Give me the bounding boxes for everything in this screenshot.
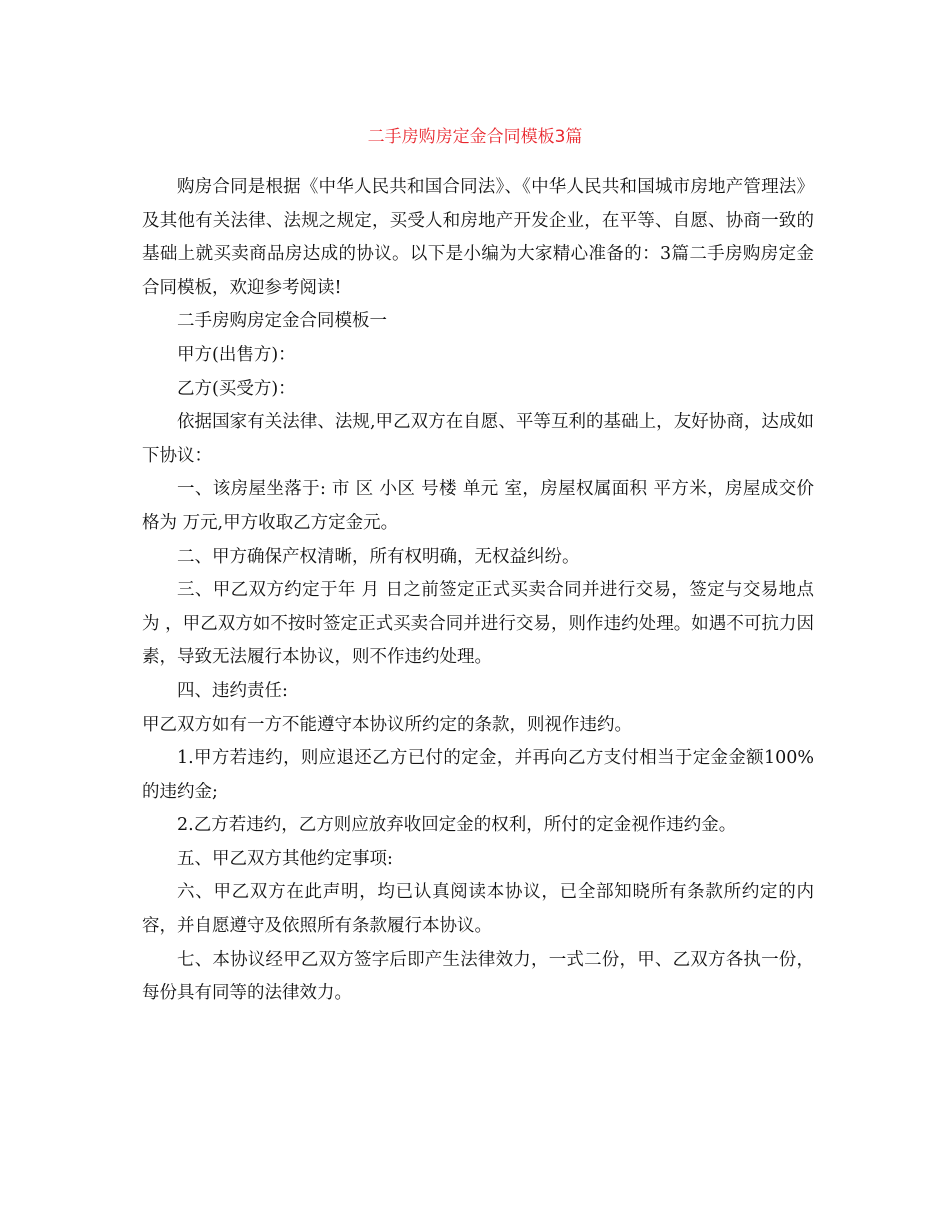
party-a-line: 甲方(出售方)： — [177, 344, 296, 365]
document-title: 二手房购房定金合同模板3篇 — [367, 127, 583, 147]
clause-4-text: 甲乙双方如有一方不能遵守本协议所约定的条款，则视作违约。 — [142, 714, 632, 735]
clause-4-item-1: 1.甲方若违约，则应退还乙方已付的定金，并再向乙方支付相当于定金金额100%的违约金; — [142, 748, 814, 802]
clause-1: 一、该房屋坐落于: 市 区 小区 号楼 单元 室，房屋权属面积 平方米，房屋成交价格为 万元,甲方收取乙方定金元。 — [142, 479, 814, 533]
document-body — [142, 171, 814, 1011]
clause-2: 二、甲方确保产权清晰，所有权明确，无权益纠纷。 — [177, 546, 580, 567]
clause-5: 五、甲乙双方其他约定事项: — [177, 848, 393, 869]
clause-3: 三、甲乙双方约定于年 月 日之前签定正式买卖合同并进行交易，签定与交易地点为 ，甲乙双方如不按时签定正式买卖合同并进行交易，则作违约处理。如遇不可抗力因素，导致无法履行本协议，则不作违约处理。 — [142, 580, 814, 668]
clause-4-heading: 四、违约责任: — [177, 680, 288, 701]
party-b-line: 乙方(买受方)： — [177, 378, 296, 399]
clause-4-item-2: 2.乙方若违约，乙方则应放弃收回定金的权利，所付的定金视作违约金。 — [177, 815, 737, 836]
clause-7: 七、本协议经甲乙双方签字后即产生法律效力，一式二份，甲、乙双方各执一份，每份具有同等的法律效力。 — [142, 949, 814, 1004]
clause-6: 六、甲乙双方在此声明，均已认真阅读本协议，已全部知晓所有条款所约定的内容，并自愿遵守及依照所有条款履行本协议。 — [142, 882, 814, 937]
intro-paragraph: 购房合同是根据《中华人民共和国合同法》、《中华人民共和国城市房地产管理法》及其他有关法律、法规之规定，买受人和房地产开发企业，在平等、自愿、协商一致的基础上就买卖商品房达成的协议。以下是小编为大家精心准备的：3篇二手房购房定金合同模板，欢迎参考阅读! — [142, 177, 814, 298]
section-heading: 二手房购房定金合同模板一 — [177, 311, 387, 332]
agreement-basis-paragraph: 依据国家有关法律、法规,甲乙双方在自愿、平等互利的基础上，友好协商，达成如下协议： — [142, 412, 814, 466]
